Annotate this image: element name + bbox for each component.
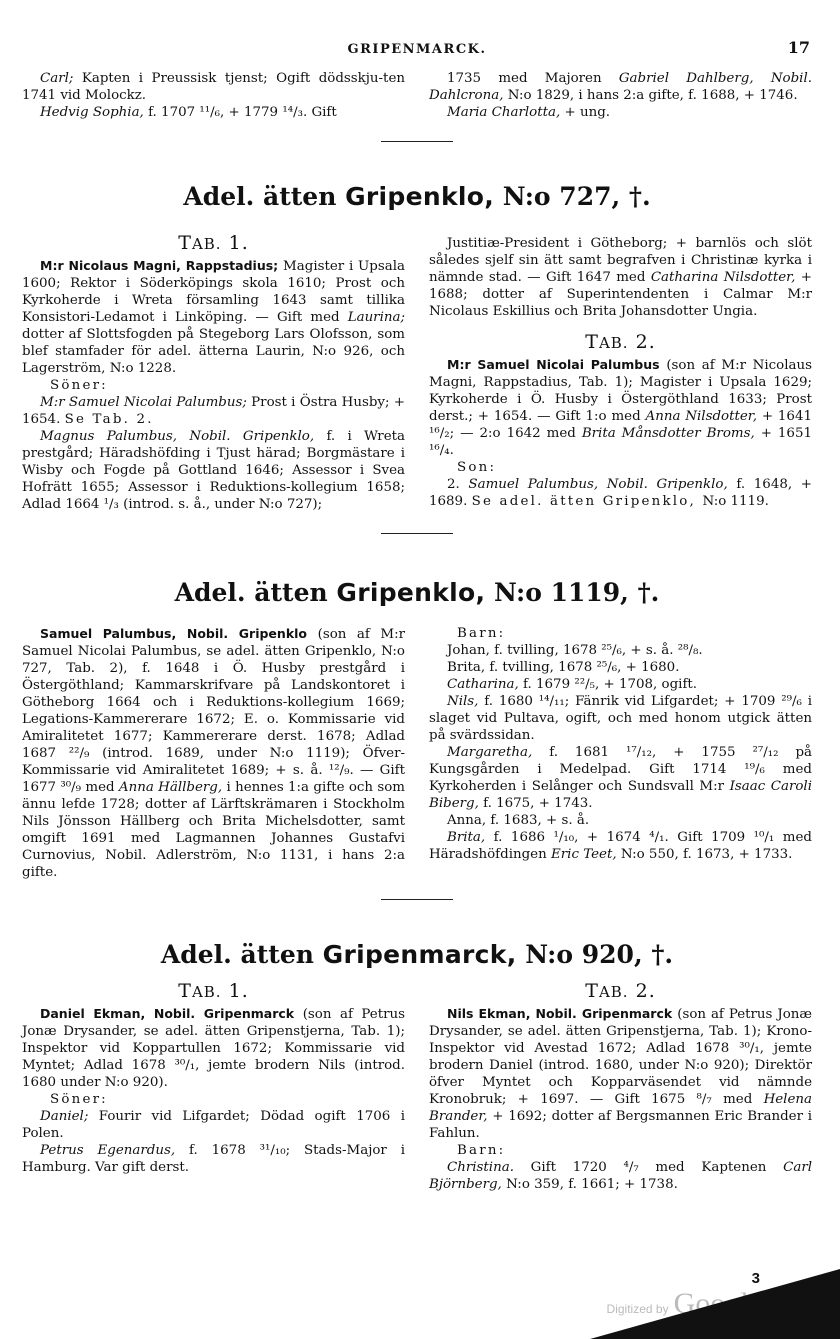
- text-run: Johan, f. tvilling, 1678 ²⁵/₆, + s. å. ²⁸/₈.: [447, 643, 703, 658]
- text-run: f. 1678 ³¹/₁₀; Stads-Major i Hamburg. Var gift derst.: [22, 1143, 405, 1175]
- section-rule: [381, 899, 453, 900]
- digitized-by-label: Digitized by: [606, 1302, 669, 1316]
- text-paragraph: [429, 104, 812, 121]
- italic-name: M:r Samuel Nicolai Palumbus;: [40, 395, 252, 410]
- text-paragraph: [429, 642, 812, 659]
- text-run: Justitiæ-President i Götheborg; + barnlös och slöt således sjelf sin ätt samt begrafven i Christinæ kyrka i nämnde stad. — Gift 1647 med: [429, 236, 812, 285]
- family-section: [22, 578, 812, 881]
- left-column: [22, 625, 405, 881]
- text-paragraph: [429, 693, 812, 744]
- family-name: Gripenklo,: [345, 182, 495, 211]
- text-run: (son af Petrus Jonæ Drysander, se adel. ätten Gripenstjerna, Tab. 1); Inspektor vid Koppartullen 1672; Kommissarie vid Myntet; Adlad 1678 ³⁰/₁, jemte brodern Nils (introd. 1680 under N:o 920).: [22, 1007, 405, 1090]
- text-run: f. 1675, + 1743.: [483, 796, 593, 811]
- text-run: + ung.: [564, 105, 611, 120]
- text-paragraph: [22, 377, 405, 394]
- table-heading: TAB. 1.: [178, 980, 249, 1002]
- text-run: Gift 1720 ⁴/₇ med Kaptenen: [530, 1160, 784, 1175]
- family-name: Gripenmarck,: [322, 940, 517, 969]
- person-name: Nils Ekman, Nobil. Gripenmarck: [447, 1006, 678, 1021]
- person-name: M:r Samuel Nicolai Palumbus: [447, 357, 667, 372]
- italic-name: Magnus Palumbus, Nobil. Gripenklo,: [40, 429, 327, 444]
- italic-name: Hedvig Sophia,: [40, 105, 149, 120]
- text-paragraph: [429, 1005, 812, 1142]
- page-number: 17: [787, 38, 810, 57]
- text-run: f. 1707 ¹¹/₆, + 1779 ¹⁴/₃. Gift: [148, 105, 337, 120]
- text-paragraph: [429, 744, 812, 812]
- text-paragraph: [429, 476, 812, 510]
- text-paragraph: [22, 394, 405, 428]
- text-run: (son af M:r Samuel Nicolai Palumbus, se adel. ätten Gripenklo, N:o 727, Tab. 2), f. 1648 i Ö. Husby prestgård i Östergöthland; Kammarskrifvare på Landskontoret i Götheborg 1664 och i Reduktions-kollegium 1669; Legations-Kammererare 1672; E. o. Kommissarie vid Amiralitetet 1677; Kammererare derst. 1678; Adlad 1687 ²²/₉ (introd. 1689, under N:o 1119); Öfver-Kommissarie vid Amiralitetet 1689; + s. å. ¹²/₉. — Gift 1677 ³⁰/₉ med: [22, 627, 406, 795]
- italic-name: Brita,: [447, 830, 494, 845]
- text-run: f. i Wreta prestgård; Häradshöfding i Tjust härad; Borgmästare i Wisby och Fogde på Gottland 1646; Assessor i Svea Hofrätt 1655; Assessor i Reduktions-kollegium 1658; Adlad 1664 ¹/₃ (introd. s. å., under N:o 727);: [22, 429, 405, 512]
- italic-name: Christina.: [447, 1160, 531, 1175]
- text-paragraph: [429, 1159, 812, 1193]
- text-run: f. 1680 ¹⁴/₁₁; Fänrik vid Lifgardet; + 1709 ²⁹/₆ i slaget vid Pultava, ogift, och med honom utgick ätten på svärdssidan.: [429, 694, 812, 743]
- text-run: f. 1686 ¹/₁₀, + 1674 ⁴/₁. Gift 1709 ¹⁰/₁ med Häradshöfdingen: [429, 830, 813, 862]
- text-run: N:o 359, f. 1661; + 1738.: [506, 1177, 678, 1192]
- text-paragraph: [22, 625, 405, 881]
- text-run: 2.: [447, 477, 469, 492]
- italic-name: Catharina Nilsdotter,: [650, 270, 801, 285]
- text-paragraph: [429, 625, 812, 642]
- sheet-number: 3: [751, 1270, 760, 1287]
- table-heading: TAB. 2.: [585, 980, 656, 1002]
- text-run: Kapten i Preussisk tjenst; Ogift dödsskju-ten 1741 vid Molockz.: [22, 71, 405, 103]
- italic-name: Brita Månsdotter Broms,: [581, 426, 761, 441]
- text-run: dotter af Slottsfogden på Stegeborg Lars Olofsson, som blef stamfader för adel. ätterna Laurin, N:o 926, och Lagerström, N:o 1228.: [22, 327, 405, 376]
- text-run: N:o 1829, i hans 2:a gifte, f. 1688, + 1746.: [507, 88, 798, 103]
- text-paragraph: [429, 235, 812, 320]
- text-run: f. 1648, + 1689.: [429, 477, 812, 509]
- running-title: GRIPENMARCK.: [347, 42, 487, 57]
- text-run: N:o 550, f. 1673, + 1733.: [620, 847, 793, 862]
- italic-name: Daniel;: [40, 1109, 99, 1124]
- text-run: i hennes 1:a gifte och som ännu lefde 1728; dotter af Lärftskrämaren i Stockholm Nils Jönsson Hällberg och Brita Michelsdotter, samt omgift 1691 med Lagmannen Johannes Gustafvi Curnovius, Nobil. Adlerström, N:o 1131, i hans 2:a gifte.: [22, 780, 405, 880]
- running-header: [22, 38, 812, 68]
- person-name: Daniel Ekman, Nobil. Gripenmarck: [40, 1006, 303, 1021]
- italic-name: Laurina;: [347, 310, 405, 325]
- text-paragraph: [429, 459, 812, 476]
- title-suffix: N:o 727, †.: [494, 182, 651, 211]
- family-name: Gripenklo,: [336, 578, 486, 607]
- right-column: [429, 980, 813, 1193]
- title-suffix: N:o 920, †.: [516, 940, 674, 969]
- text-paragraph: [429, 829, 812, 863]
- text-run: 1735 med Majoren: [447, 71, 619, 86]
- person-name: Samuel Palumbus, Nobil. Gripenklo: [40, 626, 318, 641]
- text-run: Anna, f. 1683, + s. å.: [447, 813, 590, 828]
- text-paragraph: [429, 676, 812, 693]
- title-prefix: Adel. ätten: [183, 182, 346, 211]
- italic-name: Anna Nilsdotter,: [645, 409, 762, 424]
- title-suffix: N:o 1119, †.: [485, 578, 660, 607]
- family-title: [22, 182, 812, 211]
- spaced-text: Söner:: [50, 1092, 108, 1107]
- person-name: M:r Nicolaus Magni, Rappstadius;: [40, 258, 284, 273]
- italic-name: Maria Charlotta,: [447, 105, 565, 120]
- italic-name: Nils,: [447, 694, 485, 709]
- text-paragraph: [429, 70, 812, 104]
- google-logo: Google: [673, 1287, 762, 1320]
- text-paragraph: [22, 104, 405, 121]
- left-column: [22, 232, 405, 513]
- text-run: f. 1681 ¹⁷/₁₂, + 1755 ²⁷/₁₂ på Kungsgården i Medelpad. Gift 1714 ¹⁹/₆ med Kyrkoherden i Selånger och Sundsvall M:r: [429, 745, 813, 794]
- spaced-text: Se Tab. 2.: [64, 412, 154, 427]
- book-page: [22, 0, 812, 1193]
- text-paragraph: [22, 1091, 405, 1108]
- text-paragraph: [22, 428, 405, 513]
- italic-name: Margaretha,: [447, 745, 550, 760]
- spaced-text: Son:: [457, 460, 497, 475]
- text-run: Brita, f. tvilling, 1678 ²⁵/₆, + 1680.: [447, 660, 680, 675]
- text-paragraph: [22, 257, 405, 377]
- italic-name: Carl;: [40, 71, 82, 86]
- spaced-text: Barn:: [457, 626, 506, 641]
- table-heading: TAB. 1.: [178, 232, 249, 254]
- top-left-column: [22, 70, 405, 121]
- italic-name: Isaac Caroli Biberg,: [429, 779, 812, 811]
- text-paragraph: [22, 1005, 405, 1091]
- text-run: + 1651 ¹⁶/₄.: [429, 426, 812, 458]
- italic-name: Anna Hällberg,: [118, 780, 227, 795]
- text-paragraph: [22, 70, 405, 104]
- text-paragraph: [429, 356, 812, 459]
- text-paragraph: [429, 1142, 812, 1159]
- text-run: Fourir vid Lifgardet; Dödad ogift 1706 i Polen.: [22, 1109, 405, 1141]
- spaced-text: Söner:: [50, 378, 108, 393]
- page-corner-shadow: [590, 1269, 840, 1339]
- text-run: (son af Petrus Jonæ Drysander, se adel. ätten Gripenstjerna, Tab. 1); Krono-Inspektor vid Avestad 1672; Adlad 1678 ³⁰/₁, jemte brodern Daniel (introd. 1680, under N:o 920); Direktör öfver Myntet och Kopparväsendet vid nämnde Kronobruk; + 1697. — Gift 1675 ⁸/₇ med: [429, 1007, 812, 1107]
- italic-name: Helena Brander,: [429, 1092, 812, 1124]
- right-column: [429, 235, 812, 513]
- family-section: [22, 940, 812, 1193]
- text-run: Prost i Östra Husby; + 1654.: [22, 395, 405, 427]
- table-heading: TAB. 2.: [585, 331, 656, 353]
- title-prefix: Adel. ätten: [174, 578, 337, 607]
- text-paragraph: [22, 1108, 405, 1142]
- family-section: [22, 182, 812, 513]
- family-title: [22, 578, 812, 607]
- text-paragraph: [22, 1142, 405, 1176]
- top-right-column: [429, 70, 812, 121]
- text-run: Magister i Upsala 1600; Rektor i Söderköpings skola 1610; Prost och Kyrkoherde i Wreta församling 1643 samt tillika Konsistori-Ledamot i Linköping. — Gift med: [22, 259, 405, 325]
- spaced-text: Se adel. ätten Gripenklo,: [471, 494, 703, 509]
- continued-entries: [22, 70, 812, 121]
- text-run: + 1692; dotter af Bergsmannen Eric Brander i Fahlun.: [429, 1109, 812, 1141]
- left-column: [22, 980, 405, 1193]
- italic-name: Eric Teet,: [551, 847, 621, 862]
- text-paragraph: [429, 659, 812, 676]
- title-prefix: Adel. ätten: [160, 940, 323, 969]
- text-run: N:o 1119.: [702, 494, 769, 509]
- italic-name: Samuel Palumbus, Nobil. Gripenklo,: [468, 477, 737, 492]
- spaced-text: Barn:: [457, 1143, 506, 1158]
- text-run: + 1641 ¹⁶/₂; — 2:o 1642 med: [429, 409, 812, 441]
- italic-name: Carl Björnberg,: [429, 1160, 813, 1192]
- right-column: [429, 625, 812, 881]
- text-run: (son af M:r Nicolaus Magni, Rappstadius, Tab. 1); Magister i Upsala 1629; Kyrkoherde i Ö. Husby i Östergöthland 1633; Prost derst.; + 1654. — Gift 1:o med: [429, 358, 813, 424]
- text-paragraph: [429, 812, 812, 829]
- italic-name: Catharina,: [447, 677, 524, 692]
- section-rule: [381, 533, 453, 534]
- section-rule: [381, 141, 453, 142]
- italic-name: Gabriel Dahlberg, Nobil. Dahlcrona,: [429, 71, 812, 103]
- text-run: + 1688; dotter af Superintendenten i Calmar M:r Nicolaus Eskillius och Brita Johansdotter Ungia.: [429, 270, 812, 319]
- text-run: f. 1679 ²²/₅, + 1708, ogift.: [523, 677, 698, 692]
- family-title: [22, 940, 812, 969]
- italic-name: Petrus Egenardus,: [40, 1143, 190, 1158]
